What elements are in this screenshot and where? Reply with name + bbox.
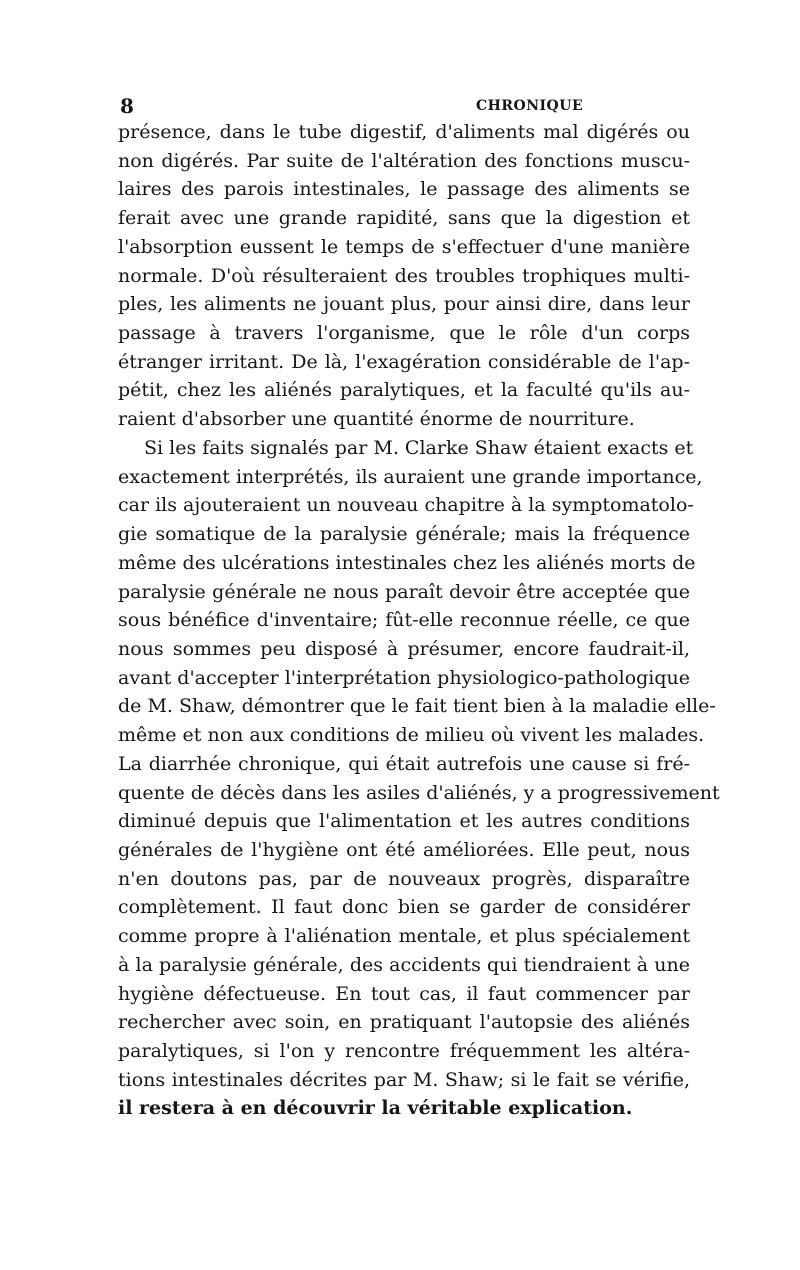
text-line: passage à travers l'organisme, que le rôle d'un corps [118,322,690,345]
text-line: tions intestinales décrites par M. Shaw; si le fait se vérifie, [118,1068,690,1091]
text-line: même et non aux conditions de milieu où vivent les malades. [118,724,705,747]
text-line: paralytiques, si l'on y rencontre fréquemment les altéra- [118,1040,690,1062]
paragraph-first-line: Si les faits signalés par M. Clarke Shaw étaient exacts et [144,436,694,459]
text-line: générales de l'hygiène ont été améliorées. Elle peut, nous [118,838,690,861]
text-line: même des ulcérations intestinales chez les aliénés morts de [118,551,696,574]
text-line: paralysie générale ne nous paraît devoir être acceptée que [118,580,690,603]
text-line: à la paralysie générale, des accidents qui tiendraient à une [118,953,690,976]
text-line: il restera à en découvrir la véritable explication. [118,1097,633,1120]
text-line: hygiène défectueuse. En tout cas, il faut commencer par [118,982,690,1005]
text-line: car ils ajouteraient un nouveau chapitre à la symptomatolo- [118,494,694,517]
text-line: ferait avec une grande rapidité, sans que la digestion et [118,207,690,230]
text-line: exactement interprétés, ils auraient une grande importance, [118,465,703,488]
text-line: nous sommes peu disposé à présumer, encore faudrait-il, [118,637,690,660]
text-line: quente de décès dans les asiles d'aliénés, y a progressivement [118,781,720,804]
text-line: pétit, chez les aliénés paralytiques, et la faculté qu'ils au- [118,379,690,402]
text-line: de M. Shaw, démontrer que le fait tient bien à la maladie elle- [118,695,716,718]
page-header [120,92,690,120]
text-line: comme propre à l'aliénation mentale, et plus spécialement [118,925,690,948]
text-line: sous bénéfice d'inventaire; fût-elle reconnue réelle, ce que [118,609,690,632]
text-line: rechercher avec soin, en pratiquant l'autopsie des aliénés [118,1011,690,1034]
text-line: l'absorption eussent le temps de s'effectuer d'une manière [118,235,690,258]
running-title: CHRONIQUE [476,98,584,114]
text-line: non digérés. Par suite de l'altération des fonctions muscu- [118,149,690,172]
text-line: avant d'accepter l'interprétation physiologico-pathologique [118,666,691,689]
text-line: raient d'absorber une quantité énorme de nourriture. [118,408,635,431]
text-line: diminué depuis que l'alimentation et les autres conditions [118,810,690,833]
text-line: La diarrhée chronique, qui était autrefois une cause si fré- [118,752,690,775]
text-line: gie somatique de la paralysie générale; mais la fréquence [118,523,690,546]
text-line: laires des parois intestinales, le passage des aliments se [118,178,690,201]
body-text [118,118,720,1123]
text-line: complètement. Il faut donc bien se garder de considérer [118,896,690,919]
page-number: 8 [120,94,134,118]
text-line: présence, dans le tube digestif, d'aliments mal digérés ou [118,121,690,143]
text-line: étranger irritant. De là, l'exagération considérable de l'ap- [118,350,690,373]
text-line: ples, les aliments ne jouant plus, pour ainsi dire, dans leur [118,293,690,316]
text-line: n'en doutons pas, par de nouveaux progrès, disparaître [118,867,690,890]
text-line: normale. D'où résulteraient des troubles trophiques multi- [118,264,690,287]
